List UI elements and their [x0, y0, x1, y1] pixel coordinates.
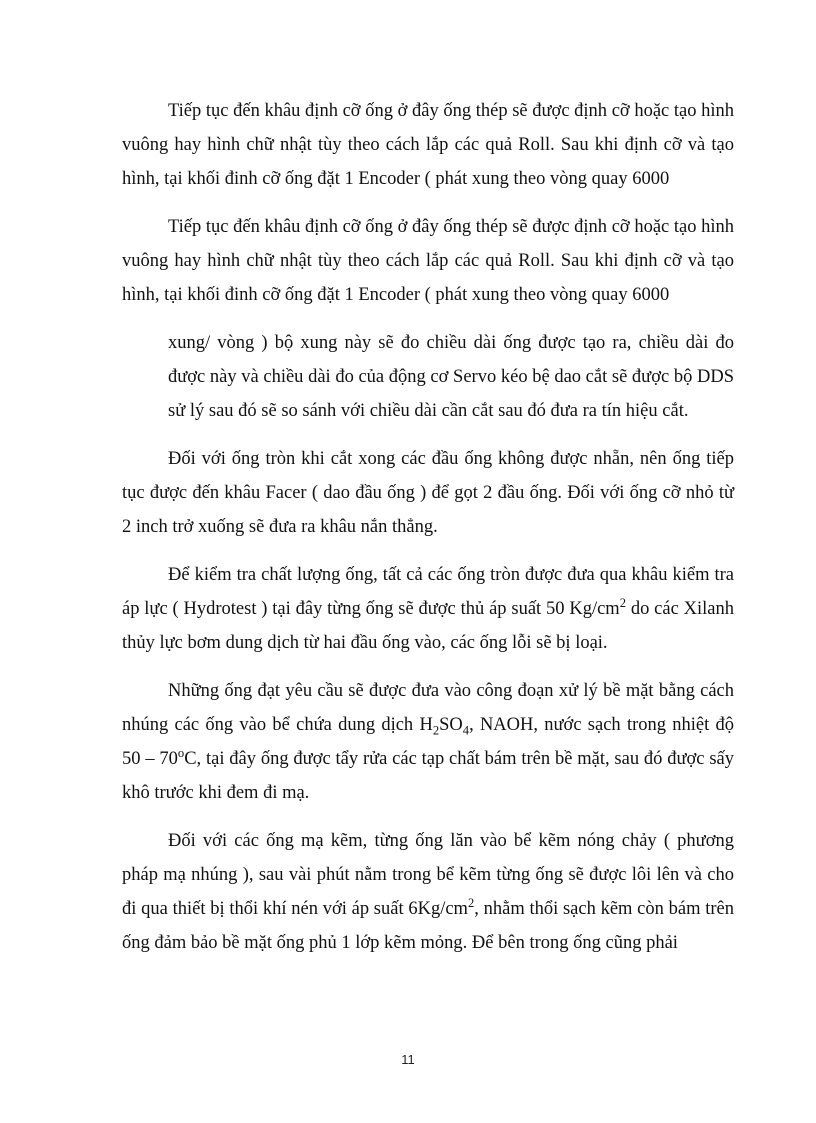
- document-body: [122, 94, 734, 974]
- page-number: 11: [401, 1052, 415, 1067]
- paragraph-surface-treatment: [122, 674, 734, 810]
- superscript: 2: [619, 595, 626, 610]
- paragraph-encoder-length: xung/ vòng ) bộ xung này sẽ đo chiều dài ống được tạo ra, chiều dài đo được này và chiều dài đo của động cơ Servo kéo bệ dao cắt sẽ được bộ DDS sử lý sau đó sẽ so sánh với chiều dài cần cắt sau đó đưa ra tín hiệu cắt.: [168, 333, 734, 421]
- paragraph-facer: Đối với ống tròn khi cắt xong các đầu ống không được nhẵn, nên ống tiếp tục được đến khâu Facer ( dao đầu ống ) để gọt 2 đầu ống. Đối với ống cỡ nhỏ từ 2 inch trở xuống sẽ đưa ra khâu nắn thẳng.: [122, 449, 734, 537]
- paragraph-hydrotest: [122, 558, 734, 660]
- text-run: SO: [439, 715, 463, 735]
- superscript: 2: [467, 895, 475, 910]
- paragraph-sizing-2: Tiếp tục đến khâu định cỡ ống ở đây ống thép sẽ được định cỡ hoặc tạo hình vuông hay hình chữ nhật tùy theo cách lắp các quả Roll. Sau khi định cỡ và tạo hình, tại khối đinh cỡ ống đặt 1 Encoder ( phát xung theo vòng quay 6000: [122, 217, 734, 305]
- paragraph-sizing-1: Tiếp tục đến khâu định cỡ ống ở đây ống thép sẽ được định cỡ hoặc tạo hình vuông hay hình chữ nhật tùy theo cách lắp các quả Roll. Sau khi định cỡ và tạo hình, tại khối đinh cỡ ống đặt 1 Encoder ( phát xung theo vòng quay 6000: [122, 101, 734, 189]
- text-run: Những ống đạt yêu cầu sẽ được đưa vào công đoạn xử lý bề mặt bằng cách nhúng các ống vào bể chứa dung dịch H: [122, 681, 734, 735]
- text-run: , nhằm thổi sạch kẽm còn bám trên ống đảm bảo bề mặt ống phủ 1 lớp kẽm mỏng. Để bên trong ống cũng phải: [122, 899, 734, 953]
- subscript: 2: [432, 723, 440, 738]
- text-run: Để kiểm tra chất lượng ống, tất cả các ống tròn được đưa qua khâu kiểm tra áp lực ( Hydrotest ) tại đây từng ống sẽ được thủ áp suất 50 Kg/cm: [122, 565, 734, 619]
- subscript: 4: [462, 723, 470, 738]
- text-run: Đối với các ống mạ kẽm, từng ống lăn vào bể kẽm nóng chảy ( phương pháp mạ nhúng ), sau vài phút nằm trong bể kẽm từng ống sẽ được lôi lên và cho đi qua thiết bị thổi khí nén với áp suất 6Kg/cm: [122, 831, 734, 919]
- superscript: o: [177, 745, 185, 760]
- text-run: do các Xilanh thủy lực bơm dung dịch từ hai đầu ống vào, các ống lỗi sẽ bị loại.: [122, 599, 734, 653]
- paragraph-galvanizing: [122, 824, 734, 960]
- text-run: C, tại đây ống được tẩy rửa các tạp chất bám trên bề mặt, sau đó được sấy khô trước khi đem đi mạ.: [122, 749, 734, 803]
- text-run: , NAOH, nước sạch trong nhiệt độ 50 – 70: [122, 715, 735, 769]
